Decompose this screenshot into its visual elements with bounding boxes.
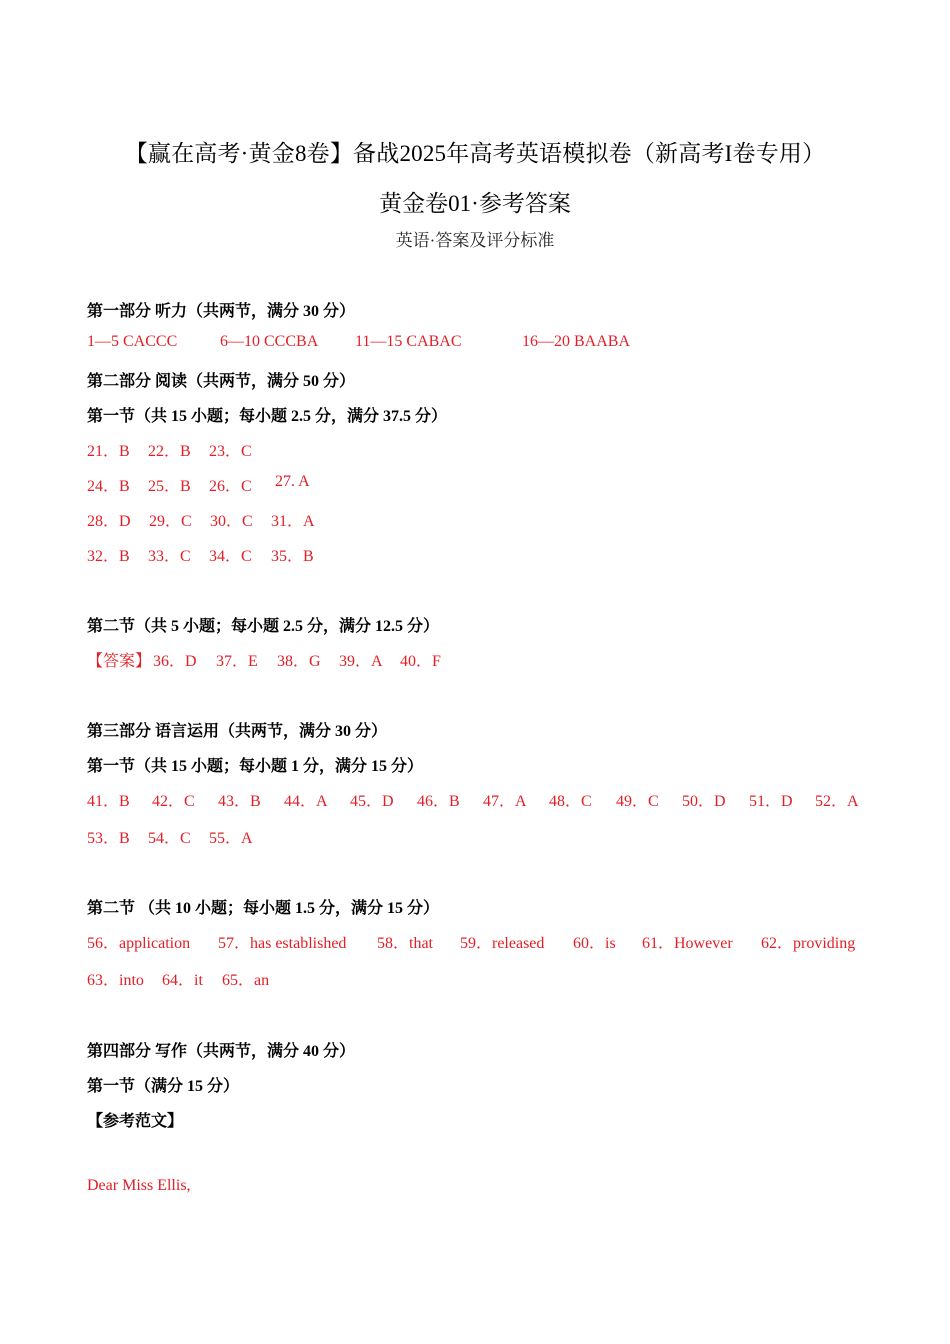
cloze-answer: 45．D	[350, 793, 394, 810]
grammar-fill-answer: 65．an	[222, 972, 270, 989]
reading-answer: 30．C	[210, 513, 253, 530]
cloze-answer: 47．A	[483, 793, 527, 810]
reading-answer: 32．B	[87, 548, 130, 565]
reading-answer: 25．B	[148, 478, 191, 495]
cloze-answer: 49．C	[616, 793, 659, 810]
cloze-answer: 52．A	[815, 793, 859, 810]
cloze-answer: 50．D	[682, 793, 726, 810]
seven-choose-five-answer: 39．A	[339, 653, 383, 670]
reading-answer: 34．C	[209, 548, 252, 565]
part2-section2-heading: 第二节（共 5 小题；每小题 2.5 分，满分 12.5 分）	[87, 618, 440, 635]
cloze-answer: 41．B	[87, 793, 130, 810]
part3-section1-heading: 第一节（共 15 小题；每小题 1 分，满分 15 分）	[87, 758, 424, 775]
cloze-answer: 42．C	[152, 793, 195, 810]
grammar-fill-answer: 64．it	[162, 972, 203, 989]
grammar-fill-answer: 58．that	[377, 935, 433, 952]
cloze-answer: 48．C	[549, 793, 592, 810]
reading-answer: 31．A	[271, 513, 315, 530]
part4-heading: 第四部分 写作（共两节，满分 40 分）	[87, 1043, 356, 1060]
reading-answer: 21．B	[87, 443, 130, 460]
part2-section1-heading: 第一节（共 15 小题；每小题 2.5 分，满分 37.5 分）	[87, 408, 448, 425]
reading-answer: 27. A	[275, 473, 310, 490]
cloze-answer: 51．D	[749, 793, 793, 810]
part4-section1-heading: 第一节（满分 15 分）	[87, 1078, 240, 1095]
grammar-fill-answer: 61．However	[642, 935, 733, 952]
listening-answer-2: 6—10 CCCBA	[220, 333, 319, 350]
reading-answer: 24．B	[87, 478, 130, 495]
reading-answer: 35．B	[271, 548, 314, 565]
reading-answer: 26．C	[209, 478, 252, 495]
grammar-fill-answer: 63．into	[87, 972, 144, 989]
document-subtitle: 黄金卷01·参考答案	[379, 191, 571, 216]
reading-answer: 29．C	[149, 513, 192, 530]
seven-choose-five-answer: 40．F	[400, 653, 441, 670]
cloze-answer: 44．A	[284, 793, 328, 810]
reading-answer: 22．B	[148, 443, 191, 460]
listening-answer-3: 11—15 CABAC	[355, 333, 462, 350]
answer-label: 【答案】	[87, 653, 152, 670]
part3-section2-heading: 第二节 （共 10 小题；每小题 1.5 分，满分 15 分）	[87, 900, 440, 917]
part3-heading: 第三部分 语言运用（共两节，满分 30 分）	[87, 723, 388, 740]
document-title: 【赢在高考·黄金8卷】备战2025年高考英语模拟卷（新高考I卷专用）	[124, 141, 826, 166]
grammar-fill-answer: 59．released	[460, 935, 545, 952]
seven-choose-five-answer: 38．G	[277, 653, 321, 670]
listening-answer-1: 1—5 CACCC	[87, 333, 178, 350]
seven-choose-five-answer: 37．E	[216, 653, 258, 670]
grammar-fill-answer: 60．is	[573, 935, 616, 952]
sample-essay-label: 【参考范文】	[87, 1113, 184, 1130]
cloze-answer: 53．B	[87, 830, 130, 847]
reading-answer: 23．C	[209, 443, 252, 460]
part2-heading: 第二部分 阅读（共两节，满分 50 分）	[87, 373, 356, 390]
cloze-answer: 46．B	[417, 793, 460, 810]
part1-heading: 第一部分 听力（共两节，满分 30 分）	[87, 303, 356, 320]
letter-salutation: Dear Miss Ellis,	[87, 1177, 191, 1194]
cloze-answer: 43．B	[218, 793, 261, 810]
grammar-fill-answer: 57．has established	[218, 935, 347, 952]
reading-answer: 28．D	[87, 513, 131, 530]
reading-answer: 33．C	[148, 548, 191, 565]
listening-answer-4: 16—20 BAABA	[522, 333, 631, 350]
cloze-answer: 55．A	[209, 830, 253, 847]
seven-choose-five-answer: 36．D	[153, 653, 197, 670]
document-subsubtitle: 英语·答案及评分标准	[395, 231, 555, 250]
grammar-fill-answer: 62．providing	[761, 935, 856, 952]
cloze-answer: 54．C	[148, 830, 191, 847]
grammar-fill-answer: 56．application	[87, 935, 191, 952]
